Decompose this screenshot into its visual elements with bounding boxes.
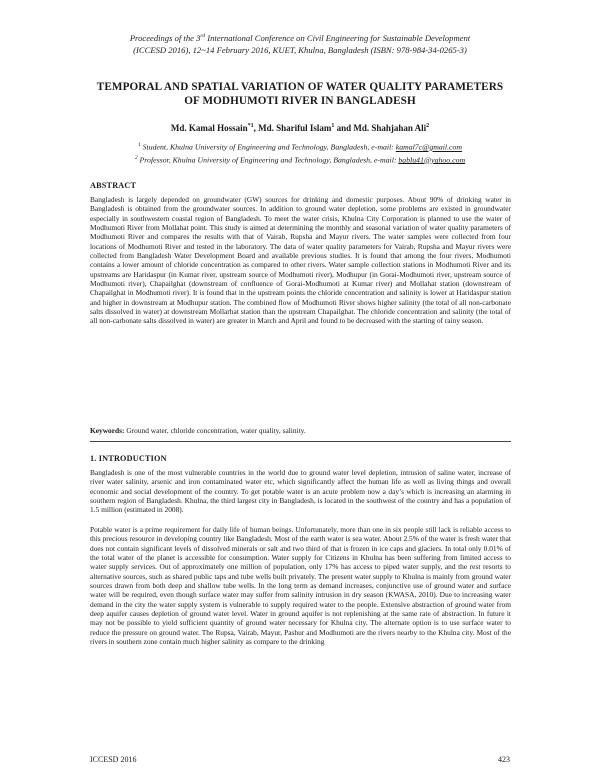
keywords-label: Keywords:: [90, 426, 125, 435]
author-1: Md. Kamal Hossain: [170, 123, 248, 133]
page-footer: [90, 755, 510, 764]
introduction-paragraph-1: Bangladesh is one of the most vulnerable countries in the world due to ground water level depletion, intrusion of saline water, increase of river water salinity, arsenic and iron contaminated water etc, which significantly affect the human life as well as living things and overall economic and social development of the country. To get potable water is an acute problem now a day’s which is increasing an alarming in southern region of Bangladesh. Khulna, the third largest city in Bangladesh, is located in the southwest of the country and has a population of 1.5 million (estimated in 2008).: [90, 468, 511, 515]
email-link-1[interactable]: kamal7c@gmail.com: [395, 142, 463, 152]
title-line-2: OF MODHUMOTI RIVER IN BANGLADESH: [184, 95, 416, 107]
introduction-paragraph-2: Potable water is a prime requirement for daily life of human beings. Unfortunately, more than one in six people still lack is reliable access to this precious resource in developing country like Bangladesh. Most of the earth water is sea water. About 2.5% of the water is fresh water that does not contain significant levels of dissolved minerals or salt and two third of that is frozen in ice caps and glaciers. In total only 0.01% of the total water of the planet is accessible for consumption. Water supply for Citizens in Khulna has been suffering from limited access to water supply services. Out of approximately one million of population, only 17% has access to piped water supply, and the rest resorts to alternative sources, such as shared public taps and tube wells built privately. The present water supply to Khulna is mainly from ground water sources drawn from both deep and shallow tube wells. In the long term as demand increases, conjunctive use of ground water and surface water will be required, even though surface water may suffer from salinity intrusion in dry season (KWASA, 2010). Due to increasing water demand in the city the water supply system is vulnerable to supply required water to the people. Extensive abstraction of ground water from deep aquifer causes depletion of ground water level. Water in ground aquifer is not replenishing at the same rate of abstraction. In future it may not be possible to yield sufficient quantity of ground water necessary for Khulna city. The alternate option is to use surface water to reduce the pressure on ground water. The Rupsa, Vairab, Mayur, Pashur and Modhumoti are the rivers nearby to the Khulna city. Most of the rivers in southern zone contain much higher salinity as compare to the drinking: [90, 525, 511, 647]
affiliation-1: $^1$ Student, Khulna University of Engineering and Technology, Bangladesh, e-mail: kamal7c@gmail.com: [137, 142, 463, 152]
header-line-2: (ICCESD 2016), 12~14 February 2016, KUET, Khulna, Bangladesh (ISBN: 978-984-34-0265-3): [133, 44, 467, 55]
abstract-heading: ABSTRACT: [90, 181, 137, 190]
abstract-text: Bangladesh is largely depended on groundwater (GW) sources for drinking and domestic purposes. About 90% of drinking water in Bangladesh is obtained from the groundwater sources. In addition to ground water depletion, some problems are existed in groundwater especially in southwestern coastal region of Bangladesh. To meet the water crisis, Khulna City Corporation is planned to use the water of Modhumoti River from Mollahat point. This study is aimed at determining the monthly and seasonal variation of water quality parameters of Modhumoti River and compares the results with that of Vairab, Rupsha and Mayur rivers. The water samples were collected from four locations of Modhumoti River and tested in the laboratory. The data of water quality parameters for Vairab, Rupsha and Mayur rivers were collected from Bangladesh Water Development Board and available previous studies. It is found that among the four rivers, Modhumoti contains a lower amount of chloride concentration as compared to other rivers. Water sample collection stations in Modhumoti River and its upstreams are Haridaspur (in Kumar river, upstream source of Modhumoti river), Modhupur (in Gorai-Modhumoti river, upstream source of Modhumoti river), Chapailghat (downstream of confluence of Gorai-Modhumoti at Kumar river) and Mollahat station (downstream of Chapailghat in Modhumoti river). It is found that in the upstream points the chloride concentration and salinity is lower at Haridaspur station and higher in downstream at Modhupur station. The combined flow of Modhumoti River shows higher salinity (the total of all non-carbonate salts dissolved in water) at downstream Mollarhat station than the upstream Chapailghat. The chloride concentration and salinity (the total of all non-carbonate salts dissolved in water) are greater in March and April and found to be decreased with the starting of rainy season.: [90, 195, 511, 326]
author-3: Md. Shahjahan Ali: [353, 123, 427, 133]
affiliation-2: $^2$ Professor, Khulna University of Engineering and Technology, Bangladesh, e-mail: bablu41@yahoo.com: [134, 154, 466, 165]
title-line-1: TEMPORAL AND SPATIAL VARIATION OF WATER QUALITY PARAMETERS: [96, 81, 504, 93]
keywords: [90, 426, 511, 435]
proceedings-header: [60, 30, 540, 56]
header-line-1: Proceedings of the 3rd International Conference on Civil Engineering for Sustainable Development: [129, 32, 471, 43]
author-2: Md. Shariful Islam: [258, 123, 332, 133]
footer-conference: ICCESD 2016: [90, 755, 137, 764]
introduction-heading: 1. INTRODUCTION: [90, 454, 167, 463]
paper-title: [70, 80, 530, 108]
affiliations: [60, 140, 540, 165]
email-link-2[interactable]: bablu41@yahoo.com: [398, 155, 466, 165]
section-divider: [90, 441, 511, 442]
author-list: Md. Kamal Hossain$^{*1}$, Md. Shariful Islam$^1$ and Md. Shahjahan Ali$^2$: [170, 123, 430, 133]
keywords-text: Ground water, chloride concentration, water quality, salinity.: [124, 426, 306, 435]
page-number: 423: [498, 755, 510, 764]
